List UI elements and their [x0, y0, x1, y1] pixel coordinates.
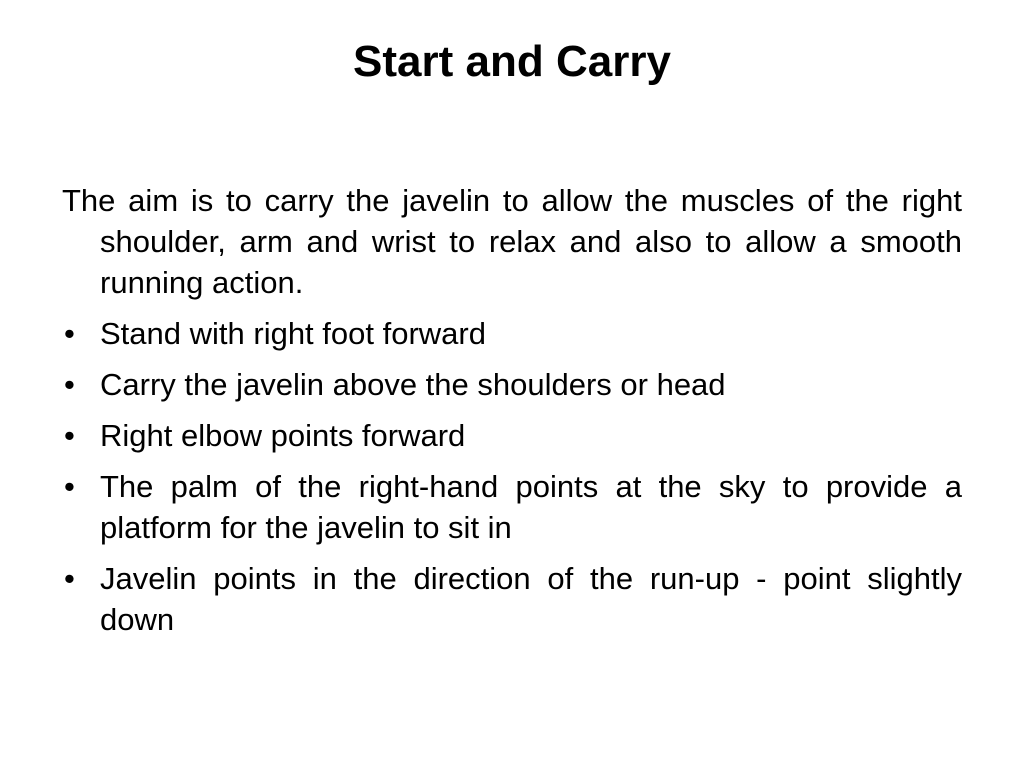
bullet-icon: • [64, 469, 75, 504]
bullet-text: Right elbow points forward [100, 418, 466, 453]
intro-paragraph: The aim is to carry the javelin to allow the muscles of the right shoulder, arm and wrist to relax and also to allow a smooth running action. [62, 183, 962, 300]
bullet-item [62, 364, 962, 405]
bullet-text: Javelin points in the direction of the run-up - point slightly down [100, 561, 962, 637]
bullet-text: The palm of the right-hand points at the sky to provide a platform for the javelin to sit in [100, 469, 962, 545]
bullet-text: Stand with right foot forward [100, 316, 486, 351]
bullet-icon: • [64, 316, 75, 351]
bullet-item [62, 558, 962, 640]
bullet-item [62, 313, 962, 354]
bullet-icon: • [64, 367, 75, 402]
bullet-item [62, 466, 962, 548]
slide-body [62, 180, 962, 650]
bullet-item [62, 415, 962, 456]
bullet-list [62, 313, 962, 640]
slide-title: Start and Carry [353, 37, 671, 86]
bullet-icon: • [64, 418, 75, 453]
bullet-icon: • [64, 561, 75, 596]
bullet-text: Carry the javelin above the shoulders or head [100, 367, 726, 402]
